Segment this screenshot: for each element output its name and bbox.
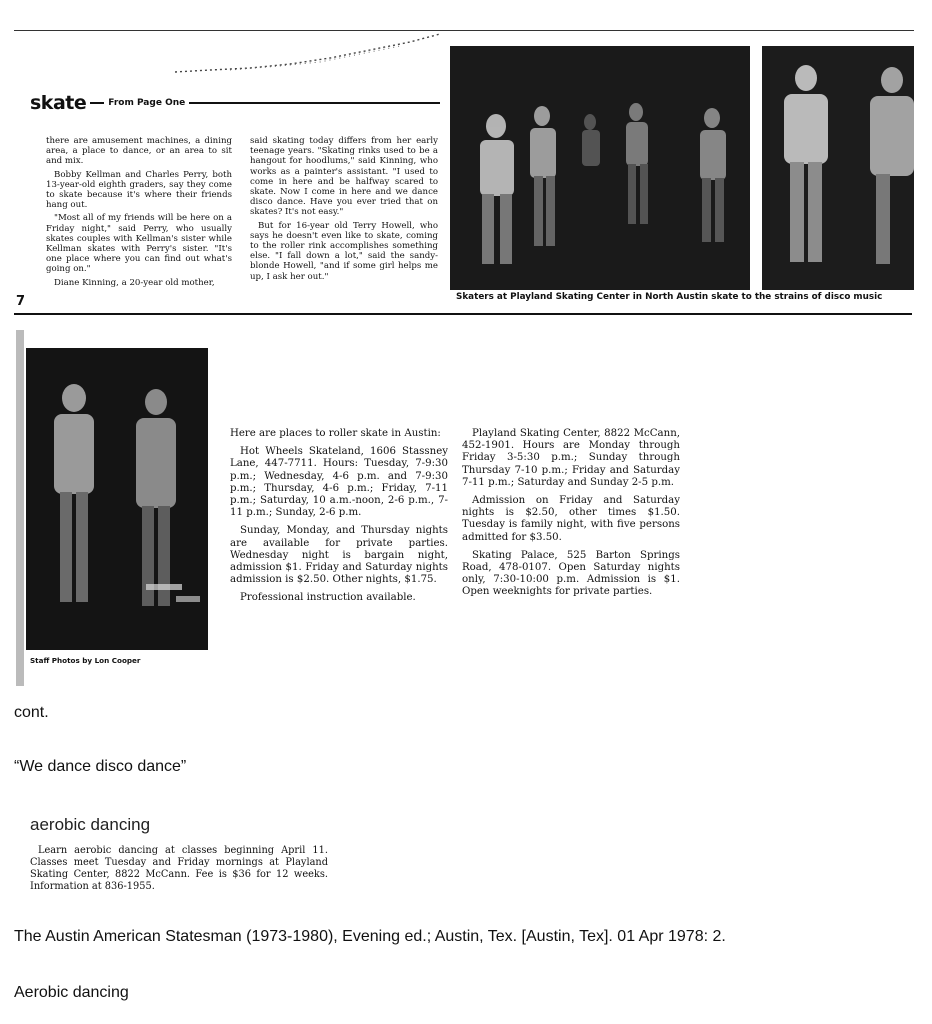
cont-note: cont.	[14, 704, 49, 721]
skaters-photo-3	[26, 348, 208, 650]
article-paragraph: Diane Kinning, a 20-year old mother,	[54, 277, 215, 288]
places-paragraph: Here are places to roller skate in Austin:	[230, 428, 441, 439]
aerobic-paragraph: Learn aerobic dancing at classes beginning April 11. Classes meet Tuesday and Friday mornings at Playland Skating Center, 8822 McCann. Fee is $36 for 12 weeks. Information at 836-1955.	[30, 845, 328, 892]
headline-word: skate	[30, 92, 87, 114]
article-headline	[30, 90, 440, 116]
print-noise	[170, 28, 450, 78]
places-paragraph: Skating Palace, 525 Barton Springs Road, 478-0107. Open Saturday nights only, 7:30-10:00 p.m. Admission is $1. Open weeknights for private parties.	[462, 549, 680, 598]
places-paragraph: Professional instruction available.	[240, 592, 416, 604]
article-paragraph: said skating today differs from her early teenage years. "Skating rinks used to be a hangout for hoodlums," said Kinning, who works as a painter's assistant. "I used to come in here and be halfway scared to skate. Now I come in here and we dance disco dance. Have you ever tried that on skates? It's not easy."	[250, 136, 438, 218]
places-paragraph: Hot Wheels Skateland, 1606 Stassney Lane, 447-7711. Hours: Tuesday, 7-9:30 p.m.; Wednesday, 4-6 p.m. and 7-9:30 p.m.; Thursday, 4-6 p.m.; Friday, 7-11 p.m.; Saturday, 10 a.m.-noon, 2-6 p.m., 7-11 p.m.; Sunday, 2-6 p.m.	[230, 446, 448, 519]
clipping-top-border	[14, 30, 914, 31]
from-page-label: From Page One	[90, 98, 185, 108]
photo-caption: Skaters at Playland Skating Center in North Austin skate to the strains of disco music	[456, 292, 883, 302]
places-column-1	[230, 428, 448, 678]
article-column-2	[250, 136, 438, 306]
aerobic-text	[30, 845, 328, 893]
headline-rule	[189, 102, 440, 104]
citation-subject: Aerobic dancing	[14, 984, 129, 1001]
article-paragraph: "Most all of my friends will be here on a Friday night," said Perry, who usually skates couples with Kellman's sister while Kellman skates with Perry's sister. "It's one place where you can find out what's going on."	[46, 213, 232, 275]
places-paragraph: Admission on Friday and Saturday nights is $2.50, other times $1.50. Tuesday is family night, with five persons admitted for $3.50.	[462, 495, 680, 543]
aerobic-title: aerobic dancing	[30, 815, 151, 834]
quote-note: “We dance disco dance”	[14, 758, 187, 775]
photo-credit: Staff Photos by Lon Cooper	[30, 656, 141, 665]
clipping-top-bottom-rule	[14, 313, 912, 315]
places-column-2	[462, 428, 680, 678]
print-mark: 7	[16, 294, 26, 309]
article-column-1	[46, 136, 232, 306]
citation-source: The Austin American Statesman (1973-1980), Evening ed.; Austin, Tex. [Austin, Tex]. 01 Apr 1978: 2.	[14, 928, 726, 945]
article-paragraph: Bobby Kellman and Charles Perry, both 13-year-old eighth graders, say they come to skate because it's where their friends hang out.	[46, 169, 232, 211]
places-paragraph: Sunday, Monday, and Thursday nights are available for private parties. Wednesday night is bargain night, admission $1. Friday and Saturday nights admission is $2.50. Other nights, $1.75.	[230, 525, 448, 586]
clipping-edge	[16, 330, 24, 686]
article-paragraph: But for 16-year old Terry Howell, who says he doesn't even like to skate, coming to the roller rink accomplishes something else. "I fall down a lot," said the sandy-blonde Howell, "and if some girl helps me up, I ask her out."	[250, 220, 438, 282]
places-paragraph: Playland Skating Center, 8822 McCann, 452-1901. Hours are Monday through Friday 3-5:30 p.m.; Sunday through Thursday 7-10 p.m.; Friday and Saturday 7-11 p.m.; Saturday and Sunday 2-5 p.m.	[462, 428, 680, 488]
skaters-photo-1	[450, 46, 750, 290]
article-paragraph: there are amusement machines, a dining area, a place to dance, or an area to sit and mix.	[46, 136, 232, 167]
skaters-photo-2	[762, 46, 914, 290]
